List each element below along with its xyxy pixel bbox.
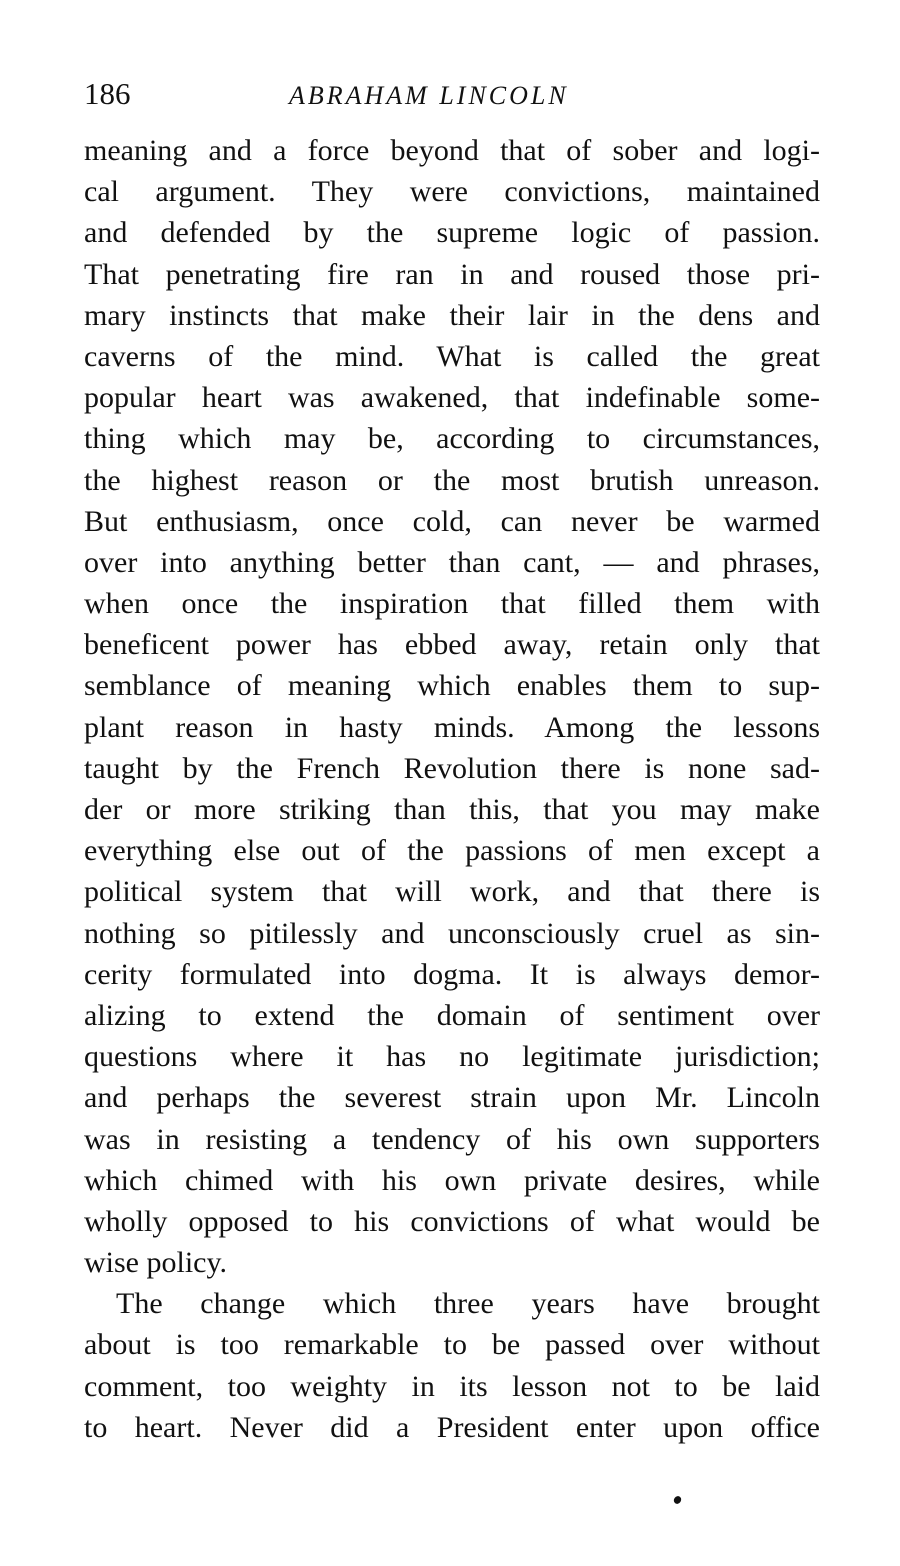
text-line: plant reason in hasty minds. Among the lessons [84,710,820,744]
paragraph-2 [84,1283,820,1448]
text-line: The change which three years have brought [116,1287,820,1321]
text-line: cal argument. They were convictions, maintained [84,175,820,209]
text-line: semblance of meaning which enables them to sup- [84,669,820,703]
running-head [84,74,820,118]
text-line: der or more striking than this, that you may make [84,793,820,826]
text-line: and defended by the supreme logic of passion. [84,216,820,250]
text-line: was in resisting a tendency of his own supporters [84,1122,820,1156]
text-line: which chimed with his own private desires, while [84,1163,820,1197]
text-line: meaning and a force beyond that of sober and logi- [84,134,820,167]
text-line: to heart. Never did a President enter upon office [84,1410,820,1444]
text-line: questions where it has no legitimate jurisdiction; [84,1040,820,1074]
text-line: over into anything better than cant, — and phrases, [84,545,820,579]
text-line: But enthusiasm, once cold, can never be warmed [84,504,820,538]
text-line: wise policy. [84,1246,228,1280]
text-line: when once the inspiration that filled them with [84,587,820,621]
text-line: the highest reason or the most brutish unreason. [84,463,820,497]
text-line: thing which may be, according to circumstances, [84,422,820,456]
ink-dot-mark [672,1495,682,1506]
text-line: alizing to extend the domain of sentiment over [84,998,820,1032]
text-line: nothing so pitilessly and unconsciously cruel as sin- [84,916,820,950]
text-line: taught by the French Revolution there is none sad- [84,751,820,785]
text-line: and perhaps the severest strain upon Mr. Lincoln [84,1081,820,1115]
text-line: caverns of the mind. What is called the great [84,339,820,373]
body-text [84,130,820,1448]
text-line: That penetrating fire ran in and roused those pri- [84,257,820,291]
paragraph-1 [84,130,820,1283]
text-line: beneficent power has ebbed away, retain only that [84,628,820,662]
text-line: comment, too weighty in its lesson not to be laid [84,1369,820,1403]
text-line: cerity formulated into dogma. It is always demor- [84,957,820,991]
text-line: about is too remarkable to be passed over without [84,1328,820,1362]
text-line: popular heart was awakened, that indefinable some- [84,381,820,415]
page-number: 186 [84,76,131,111]
text-line: everything else out of the passions of men except a [84,834,820,868]
text-line: wholly opposed to his convictions of what would be [84,1204,820,1238]
running-title: ABRAHAM LINCOLN [289,81,569,110]
text-line: political system that will work, and that there is [84,875,820,909]
text-line: mary instincts that make their lair in the dens and [84,298,820,332]
